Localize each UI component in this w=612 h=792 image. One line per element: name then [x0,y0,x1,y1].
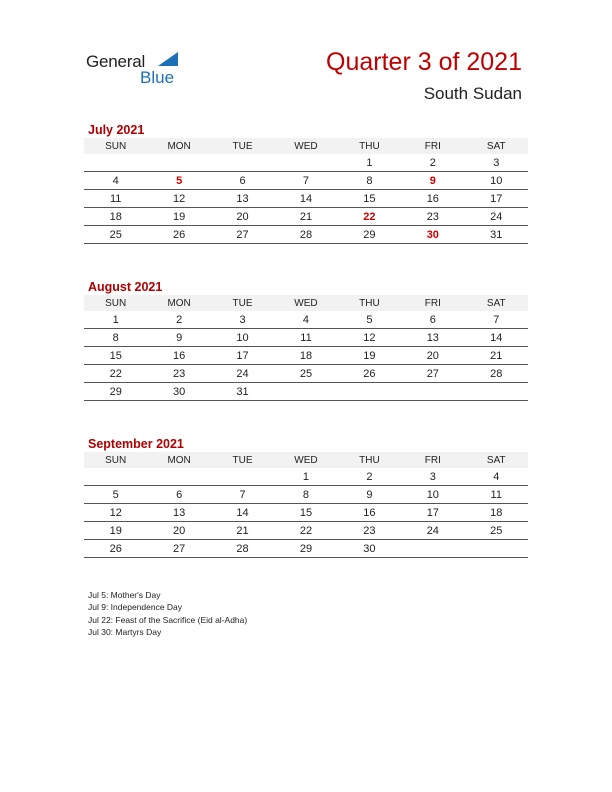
empty-day-cell [401,383,464,401]
day-cell: 8 [274,486,337,504]
day-cell: 13 [147,504,210,522]
week-row [84,383,528,401]
empty-day-cell [147,154,210,172]
day-cell: 16 [147,347,210,365]
day-cell: 13 [211,190,274,208]
day-cell: 31 [211,383,274,401]
day-cell: 12 [338,329,401,347]
empty-day-cell [401,540,464,558]
day-cell: 6 [211,172,274,190]
week-row [84,311,528,329]
day-cell: 28 [274,226,337,244]
day-cell: 14 [465,329,528,347]
day-cell: 12 [84,504,147,522]
weekday-label: THU [338,295,401,311]
weekday-label: SUN [84,295,147,311]
day-cell: 4 [465,468,528,486]
logo-triangle-icon [158,52,178,66]
weekday-label: TUE [211,138,274,154]
day-cell: 27 [401,365,464,383]
day-cell: 26 [147,226,210,244]
week-row [84,190,528,208]
day-cell: 16 [338,504,401,522]
month-title: August 2021 [88,280,163,294]
month-block-august [84,279,528,401]
day-cell: 7 [465,311,528,329]
week-row [84,504,528,522]
day-cell: 1 [338,154,401,172]
day-cell: 25 [465,522,528,540]
weekday-label: SAT [465,452,528,468]
weekday-label: MON [147,295,210,311]
day-cell: 3 [211,311,274,329]
day-cell: 14 [211,504,274,522]
day-cell: 16 [401,190,464,208]
weekday-label: SAT [465,295,528,311]
day-cell: 29 [274,540,337,558]
empty-day-cell [465,540,528,558]
day-cell: 1 [84,311,147,329]
weekday-label: WED [274,295,337,311]
day-cell: 1 [274,468,337,486]
day-cell: 11 [274,329,337,347]
weekday-header-row [84,452,528,468]
holiday-day-cell: 9 [401,172,464,190]
empty-day-cell [338,383,401,401]
week-row [84,329,528,347]
day-cell: 9 [147,329,210,347]
day-cell: 19 [147,208,210,226]
day-cell: 21 [274,208,337,226]
holiday-notes [88,589,247,639]
empty-day-cell [211,154,274,172]
holiday-day-cell: 22 [338,208,401,226]
empty-day-cell [274,154,337,172]
week-row [84,347,528,365]
day-cell: 22 [84,365,147,383]
day-cell: 5 [84,486,147,504]
day-cell: 4 [84,172,147,190]
calendar-table [84,452,528,558]
day-cell: 8 [338,172,401,190]
day-cell: 7 [274,172,337,190]
day-cell: 20 [211,208,274,226]
day-cell: 15 [84,347,147,365]
day-cell: 28 [465,365,528,383]
holiday-day-cell: 30 [401,226,464,244]
day-cell: 2 [338,468,401,486]
week-row [84,468,528,486]
day-cell: 15 [274,504,337,522]
day-cell: 13 [401,329,464,347]
day-cell: 25 [84,226,147,244]
week-row [84,365,528,383]
day-cell: 10 [401,486,464,504]
weekday-label: THU [338,452,401,468]
day-cell: 24 [465,208,528,226]
empty-day-cell [274,383,337,401]
holiday-day-cell: 5 [147,172,210,190]
day-cell: 30 [147,383,210,401]
weekday-label: TUE [211,295,274,311]
weekday-label: THU [338,138,401,154]
month-title: September 2021 [88,437,184,451]
day-cell: 9 [338,486,401,504]
day-cell: 10 [465,172,528,190]
day-cell: 6 [401,311,464,329]
day-cell: 20 [401,347,464,365]
day-cell: 3 [401,468,464,486]
week-row [84,154,528,172]
day-cell: 30 [338,540,401,558]
weekday-label: FRI [401,452,464,468]
day-cell: 22 [274,522,337,540]
day-cell: 2 [401,154,464,172]
day-cell: 25 [274,365,337,383]
weekday-label: FRI [401,295,464,311]
country-name: South Sudan [423,84,522,103]
week-row [84,540,528,558]
day-cell: 19 [338,347,401,365]
day-cell: 23 [401,208,464,226]
day-cell: 11 [465,486,528,504]
calendar-table [84,138,528,244]
day-cell: 7 [211,486,274,504]
page-title: Quarter 3 of 2021 [326,48,522,76]
logo [86,50,196,90]
holiday-note: Jul 5: Mother's Day [88,590,161,600]
empty-day-cell [84,154,147,172]
weekday-label: SUN [84,138,147,154]
weekday-label: SUN [84,452,147,468]
day-cell: 26 [338,365,401,383]
weekday-label: MON [147,138,210,154]
day-cell: 4 [274,311,337,329]
day-cell: 27 [211,226,274,244]
day-cell: 29 [338,226,401,244]
day-cell: 8 [84,329,147,347]
day-cell: 24 [211,365,274,383]
week-row [84,522,528,540]
day-cell: 21 [211,522,274,540]
empty-day-cell [211,468,274,486]
day-cell: 17 [211,347,274,365]
weekday-label: WED [274,138,337,154]
month-block-september [84,436,528,558]
weekday-label: WED [274,452,337,468]
day-cell: 21 [465,347,528,365]
day-cell: 23 [338,522,401,540]
holiday-note: Jul 22: Feast of the Sacrifice (Eid al-Adha) [88,614,248,625]
day-cell: 24 [401,522,464,540]
holiday-note: Jul 30: Martyrs Day [88,627,162,638]
day-cell: 27 [147,540,210,558]
weekday-label: SAT [465,138,528,154]
day-cell: 10 [211,329,274,347]
holiday-note: Jul 9: Independence Day [88,602,183,613]
day-cell: 18 [274,347,337,365]
day-cell: 15 [338,190,401,208]
day-cell: 18 [84,208,147,226]
week-row [84,486,528,504]
empty-day-cell [84,468,147,486]
day-cell: 31 [465,226,528,244]
day-cell: 23 [147,365,210,383]
weekday-label: TUE [211,452,274,468]
day-cell: 29 [84,383,147,401]
day-cell: 11 [84,190,147,208]
day-cell: 6 [147,486,210,504]
logo-general-text: General [86,52,146,71]
month-title: July 2021 [88,123,145,137]
weekday-header-row [84,295,528,311]
day-cell: 19 [84,522,147,540]
day-cell: 2 [147,311,210,329]
week-row [84,172,528,190]
weekday-label: FRI [401,138,464,154]
week-row [84,226,528,244]
weekday-label: MON [147,452,210,468]
day-cell: 17 [465,190,528,208]
day-cell: 20 [147,522,210,540]
day-cell: 26 [84,540,147,558]
day-cell: 5 [338,311,401,329]
day-cell: 28 [211,540,274,558]
month-block-july [84,122,528,244]
day-cell: 14 [274,190,337,208]
day-cell: 3 [465,154,528,172]
logo-blue-text: Blue [140,68,175,87]
day-cell: 17 [401,504,464,522]
calendar-table [84,295,528,401]
empty-day-cell [147,468,210,486]
weekday-header-row [84,138,528,154]
day-cell: 18 [465,504,528,522]
day-cell: 12 [147,190,210,208]
week-row [84,208,528,226]
empty-day-cell [465,383,528,401]
